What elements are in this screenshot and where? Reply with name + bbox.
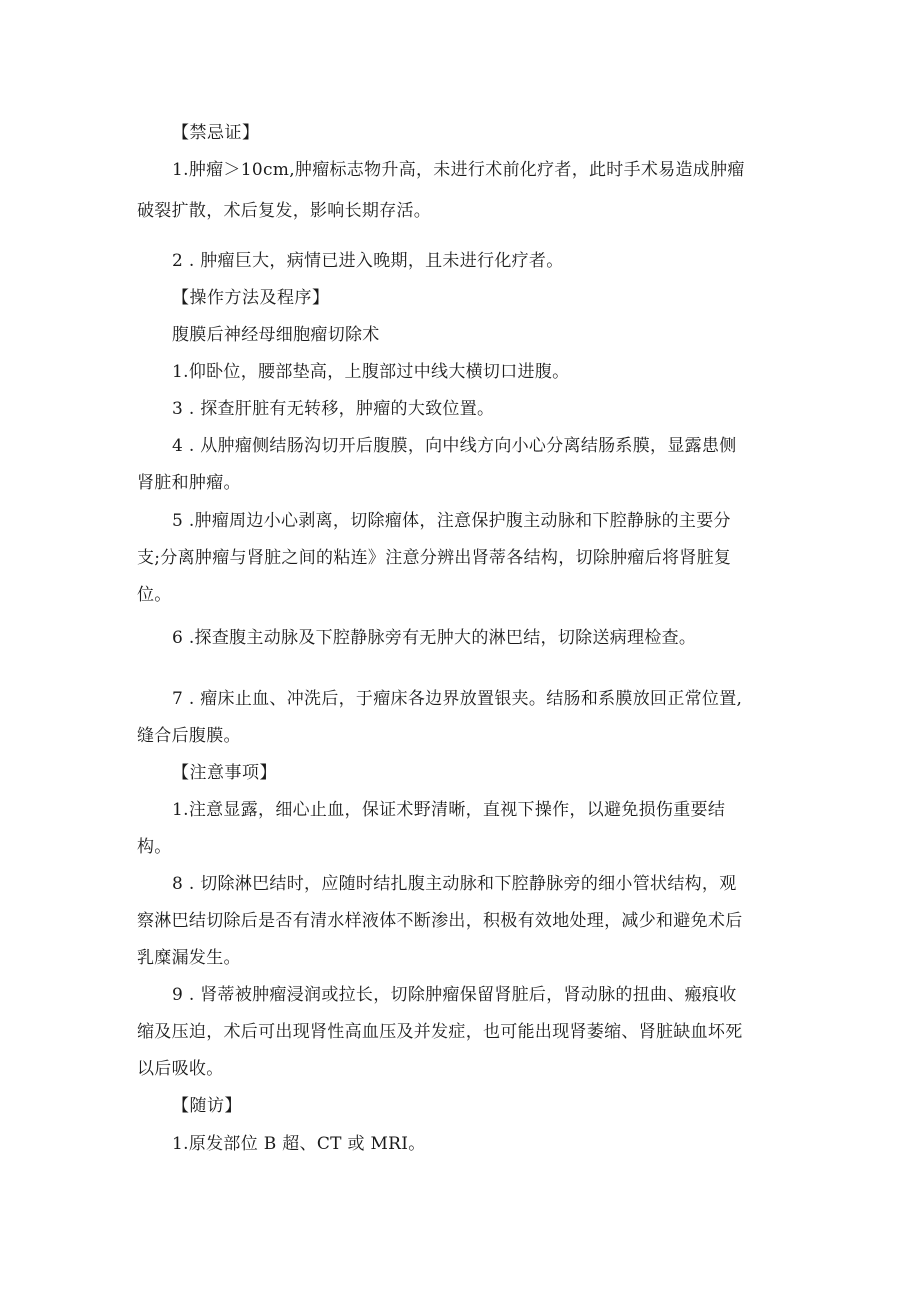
procedure-step-5-line-3: 位。 [137,585,172,605]
precaution-item-8-line-3: 乳糜漏发生。 [137,948,241,968]
procedure-step-1: 1.仰卧位，腰部垫高，上腹部过中线大横切口进腹。 [172,362,570,382]
procedure-step-4-line-1: 4 . 从肿瘤侧结肠沟切开后腹膜，向中线方向小心分离结肠系膜，显露患侧 [172,436,737,456]
precaution-item-8-line-2: 察淋巴结切除后是否有清水样液体不断渗出，积极有效地处理，减少和避免术后 [137,911,743,931]
contraindication-item-1-line-1: 1.肿瘤＞10cm,肿瘤标志物升高，未进行术前化疗者，此时手术易造成肿瘤 [172,160,745,180]
precautions-heading: 【注意事项】 [172,763,277,783]
precaution-item-1-line-2: 构。 [137,837,172,857]
procedure-heading: 【操作方法及程序】 [172,288,330,308]
procedure-step-7-line-1: 7 . 瘤床止血、冲洗后，于瘤床各边界放置银夹。结肠和系膜放回正常位置, [172,689,743,709]
procedure-step-6: 6 .探查腹主动脉及下腔静脉旁有无肿大的淋巴结，切除送病理检查。 [172,628,697,648]
contraindications-heading: 【禁忌证】 [172,123,260,143]
procedure-step-5-line-1: 5 .肿瘤周边小心剥离，切除瘤体，注意保护腹主动脉和下腔静脉的主要分 [172,511,731,531]
procedure-step-5-line-2: 支;分离肿瘤与肾脏之间的粘连》注意分辨出肾蒂各结构，切除肿瘤后将肾脏复 [137,548,732,568]
contraindication-item-1-line-2: 破裂扩散，术后复发，影响长期存活。 [137,201,432,221]
procedure-step-7-line-2: 缝合后腹膜。 [137,726,241,746]
followup-heading: 【随访】 [172,1096,242,1116]
contraindication-item-2: 2 . 肿瘤巨大，病情已进入晚期，且未进行化疗者。 [172,251,564,271]
procedure-subtitle: 腹膜后神经母细胞瘤切除术 [172,325,380,345]
precaution-item-9-line-1: 9 . 肾蒂被肿瘤浸润或拉长，切除肿瘤保留肾脏后，肾动脉的扭曲、瘢痕收 [172,985,737,1005]
followup-item-1: 1.原发部位 B 超、CT 或 MRI。 [172,1134,426,1154]
procedure-step-4-line-2: 肾脏和肿瘤。 [137,473,241,493]
procedure-step-3: 3 . 探查肝脏有无转移，肿瘤的大致位置。 [172,399,495,419]
precaution-item-1-line-1: 1.注意显露，细心止血，保证术野清晰，直视下操作，以避免损伤重要结 [172,800,726,820]
precaution-item-9-line-3: 以后吸收。 [137,1059,224,1079]
precaution-item-9-line-2: 缩及压迫，术后可出现肾性高血压及并发症，也可能出现肾萎缩、肾脏缺血坏死 [137,1022,743,1042]
precaution-item-8-line-1: 8 . 切除淋巴结时，应随时结扎腹主动脉和下腔静脉旁的细小管状结构，观 [172,874,737,894]
